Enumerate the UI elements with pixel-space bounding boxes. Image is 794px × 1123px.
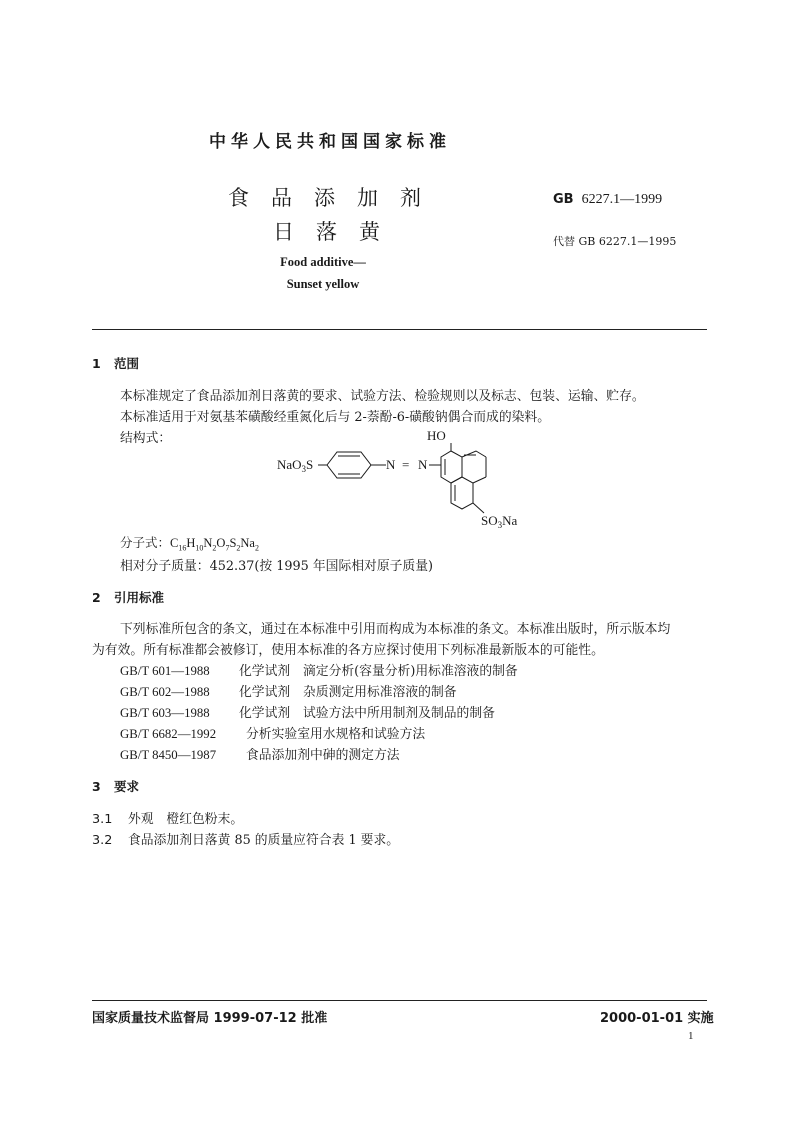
english-title-line-1: Food additive— [280,255,366,269]
naphthalene-ring-lower [451,477,473,509]
section-2-title: 引用标准 [114,590,165,605]
azo-n2: N [418,457,428,472]
naphthalene-ring-top [462,451,486,457]
title-line-1: 食品添加剂 [228,186,443,210]
section-3-number: 3 [92,779,101,794]
clause-3-2: 3.2 食品添加剂日落黄 85 的质量应符合表 1 要求。 [92,833,400,848]
effective-date: 2000-01-01 实施 [600,1011,714,1026]
naphthalene-ring-right-join [473,477,486,483]
gb-prefix: GB [553,192,574,207]
molecular-formula-label: 分子式： [120,535,171,550]
reference-item: GB/T 6682—1992 分析实验室用水规格和试验方法 [120,727,426,742]
replaces-standard: 代替 GB 6227.1—1995 [553,235,677,248]
hydroxyl-group: HO [427,428,446,443]
reference-item: GB/T 601—1988 化学试剂 滴定分析(容量分析)用标准溶液的制备 [120,664,518,679]
english-title-line-2: Sunset yellow [286,277,360,291]
section-3-title: 要求 [114,779,140,794]
section-1-number: 1 [92,356,101,371]
sulfonate-group: $SO_3Na$ [481,513,518,530]
molar-mass: 相对分子质量：452.37(按 1995 年国际相对原子质量) [120,559,434,574]
section-2-heading [92,588,164,606]
section-3-heading [92,777,139,795]
title-line-2: 日落黄 [273,220,402,244]
structural-formula [0,0,794,540]
azo-double-bond: = [402,457,410,472]
molecular-formula [120,533,259,553]
gb-number: 6227.1—1999 [581,192,663,207]
formula-left-group: NaO$_3$S [277,457,314,474]
section-2-paragraph-line-2: 为有效。所有标准都会被修订，使用本标准的各方应探讨使用下列标准最新版本的可能性。 [92,643,604,658]
section-1-title: 范围 [114,356,140,371]
reference-item: GB/T 602—1988 化学试剂 杂质测定用标准溶液的制备 [120,685,457,700]
structure-label: 结构式： [120,431,172,446]
azo-n1: N [386,457,396,472]
approval-authority: 国家质量技术监督局 1999-07-12 批准 [92,1011,328,1026]
footer-divider [92,1000,707,1001]
clause-3-1: 3.1 外观 橙红色粉末。 [92,812,244,827]
reference-item: GB/T 8450—1987 食品添加剂中砷的测定方法 [120,748,400,763]
molecular-formula-value: $C_{16}H_{10}N_2O_7S_2Na_2$ [170,536,259,553]
reference-item: GB/T 603—1988 化学试剂 试验方法中所用制剂及制品的制备 [120,706,495,721]
section-1-paragraph-2: 本标准适用于对氨基苯磺酸经重氮化后与 2-萘酚-6-磺酸钠偶合而成的染料。 [120,410,551,425]
section-1-paragraph-1: 本标准规定了食品添加剂日落黄的要求、试验方法、检验规则以及标志、包装、运输、贮存。 [120,389,645,404]
bond-sulfonate [473,503,484,513]
national-standard-heading: 中华人民共和国国家标准 [209,132,451,152]
section-2-paragraph-line-1: 下列标准所包含的条文，通过在本标准中引用而构成为本标准的条文。本标准出版时，所示版本均 [120,622,671,637]
page-number: 1 [688,1030,694,1042]
section-2-number: 2 [92,590,101,605]
